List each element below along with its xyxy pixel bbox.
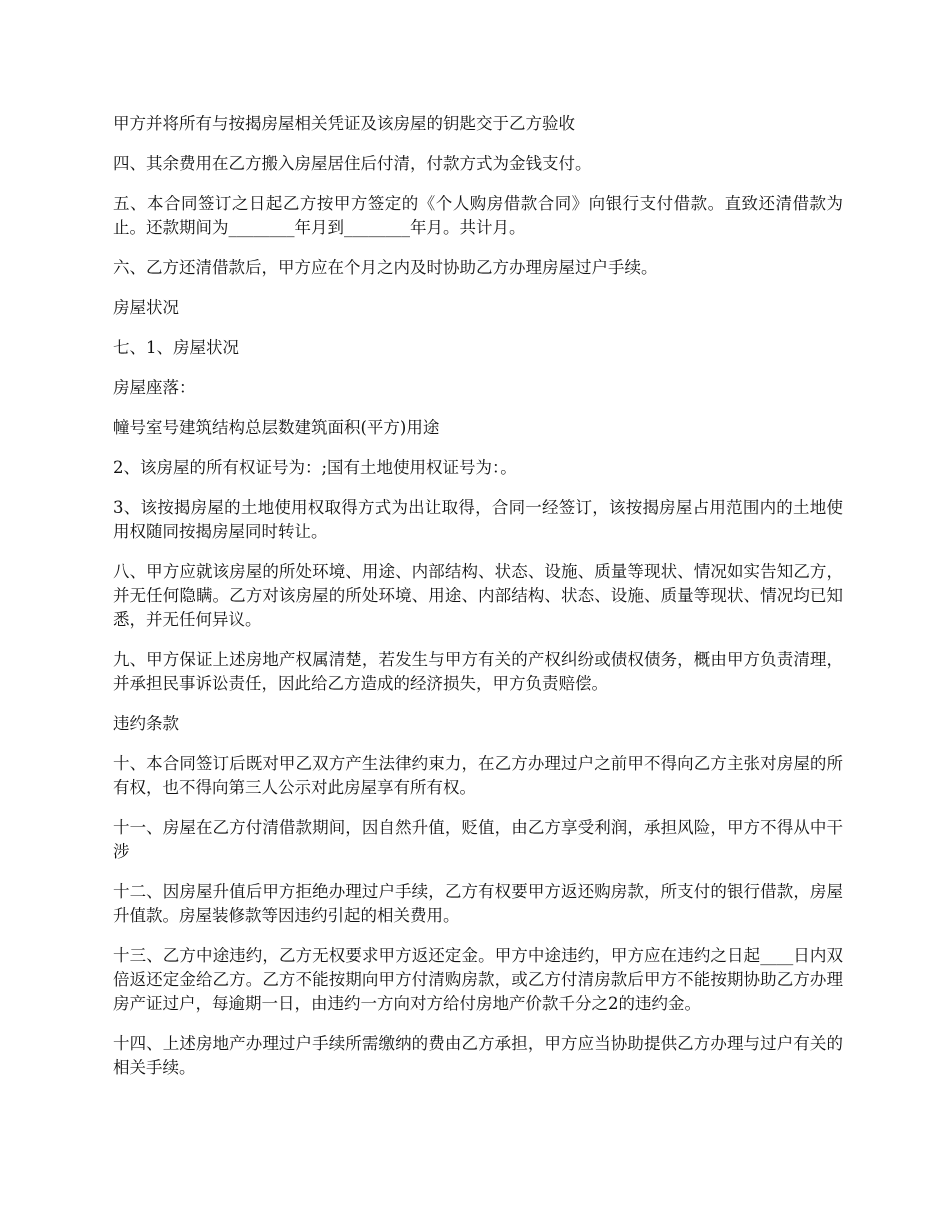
- section-heading-property: 房屋状况: [113, 298, 179, 317]
- paragraph-clause-10: 十、本合同签订后既对甲乙双方产生法律约束力，在乙方办理过户之前甲不得向乙方主张对房屋的所有权，也不得向第三人公示对此房屋享有所有权。: [113, 754, 843, 797]
- paragraph-clause-8: 八、甲方应就该房屋的所处环境、用途、内部结构、状态、设施、质量等现状、情况如实告知乙方，并无任何隐瞒。乙方对该房屋的所处环境、用途、内部结构、状态、设施、质量等现状、情况均已知悉，并无任何异议。: [113, 562, 843, 629]
- paragraph-clause-12: 十二、因房屋升值后甲方拒绝办理过户手续，乙方有权要甲方返还购房款，所支付的银行借款，房屋升值款。房屋装修款等因违约引起的相关费用。: [113, 882, 843, 925]
- paragraph-clause-13: 十三、乙方中途违约，乙方无权要求甲方返还定金。甲方中途违约，甲方应在违约之日起____日内双倍返还定金给乙方。乙方不能按期向甲方付清购房款，或乙方付清房款后甲方不能按期协助乙方办理房产证过户，每逾期一日，由违约一方向对方给付房地产价款千分之2的违约金。: [113, 946, 843, 1013]
- paragraph-clause-7-1: 七、1、房屋状况: [113, 338, 239, 357]
- paragraph-clause-7-3: 3、该按揭房屋的土地使用权取得方式为出让取得，合同一经签订，该按揭房屋占用范围内的土地使用权随同按揭房屋同时转让。: [113, 498, 843, 541]
- paragraph-clause-7-2: 2、该房屋的所有权证号为：;国有土地使用权证号为：。: [113, 458, 517, 477]
- paragraph-clause-9: 九、甲方保证上述房地产权属清楚，若发生与甲方有关的产权纠纷或债权债务，概由甲方负责清理，并承担民事诉讼责任，因此给乙方造成的经济损失，甲方负责赔偿。: [113, 650, 843, 693]
- paragraph-property-fields: 幢号室号建筑结构总层数建筑面积(平方)用途: [113, 418, 440, 437]
- paragraph-handover: 甲方并将所有与按揭房屋相关凭证及该房屋的钥匙交于乙方验收: [113, 114, 575, 133]
- paragraph-clause-4: 四、其余费用在乙方搬入房屋居住后付清，付款方式为金钱支付。: [113, 154, 592, 173]
- paragraph-clause-6: 六、乙方还清借款后，甲方应在个月之内及时协助乙方办理房屋过户手续。: [113, 258, 658, 277]
- paragraph-clause-5: 五、本合同签订之日起乙方按甲方签定的《个人购房借款合同》向银行支付借款。直致还清借款为止。还款期间为________年月到________年月。共计月。: [113, 194, 843, 237]
- paragraph-clause-11: 十一、房屋在乙方付清借款期间，因自然升值，贬值，由乙方享受利润，承担风险，甲方不得从中干涉: [113, 818, 843, 861]
- document-body: [113, 112, 843, 1096]
- paragraph-clause-14: 十四、上述房地产办理过户手续所需缴纳的费由乙方承担，甲方应当协助提供乙方办理与过户有关的相关手续。: [113, 1034, 843, 1077]
- section-heading-breach: 违约条款: [113, 714, 179, 733]
- paragraph-property-location: 房屋座落：: [113, 378, 196, 397]
